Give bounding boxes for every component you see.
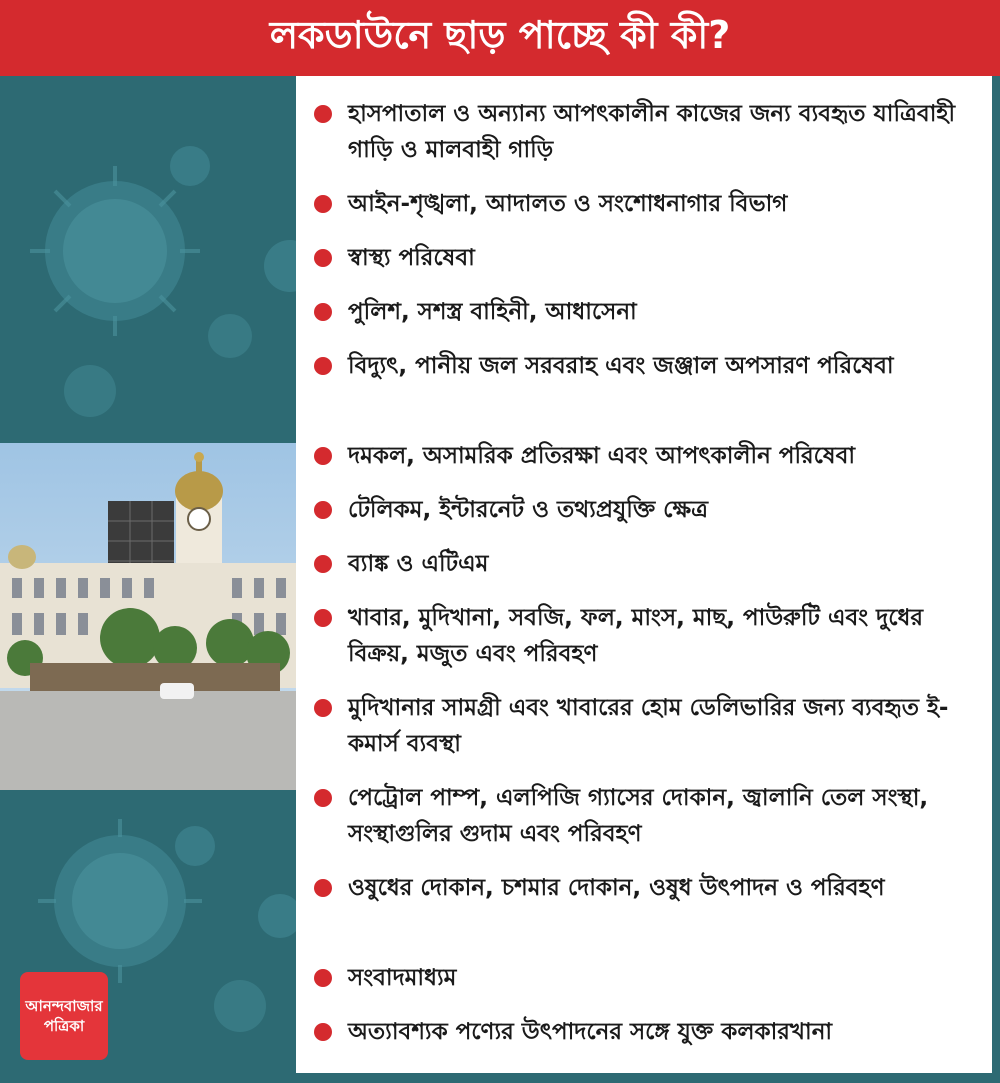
bullet-icon — [314, 357, 332, 375]
list-item-text: পুলিশ, সশস্ত্র বাহিনী, আধাসেনা — [348, 299, 637, 325]
bullet-icon — [314, 879, 332, 897]
bullet-icon — [314, 789, 332, 807]
bullet-icon — [314, 969, 332, 987]
bullet-icon — [314, 249, 332, 267]
bullet-icon — [314, 447, 332, 465]
bullet-icon — [314, 699, 332, 717]
city-photo — [0, 443, 296, 790]
list-item-text: সংবাদমাধ্যম — [348, 965, 457, 991]
bullet-icon — [314, 555, 332, 573]
virus-icon — [200, 306, 260, 366]
page-title: লকডাউনে ছাড় পাচ্ছে কী কী? — [269, 13, 731, 57]
virus-icon — [160, 136, 220, 196]
virus-icon — [250, 886, 296, 946]
list-item-text: খাবার, মুদিখানা, সবজি, ফল, মাংস, মাছ, পাউরুটি এবং দুধের বিক্রয়, মজুত এবং পরিবহণ — [348, 605, 924, 667]
virus-icon — [165, 816, 225, 876]
bullet-icon — [314, 501, 332, 519]
bullet-icon — [314, 105, 332, 123]
header-banner — [0, 0, 1000, 76]
list-item-text: পেট্রোল পাম্প, এলপিজি গ্যাসের দোকান, জ্বালানি তেল সংস্থা, সংস্থাগুলির গুদাম এবং পরিবহণ — [348, 785, 929, 847]
logo — [20, 972, 108, 1060]
list-item-text: আইন-শৃঙ্খলা, আদালত ও সংশোধনাগার বিভাগ — [348, 191, 788, 217]
list-item-text: স্বাস্থ্য পরিষেবা — [348, 245, 475, 271]
list-item-text: অত্যাবশ্যক পণ্যের উৎপাদনের সঙ্গে যুক্ত কলকারখানা — [348, 1019, 833, 1045]
list-item-text: ব্যাঙ্ক ও এটিএম — [348, 551, 489, 577]
bullet-icon — [314, 609, 332, 627]
list-item-text: দমকল, অসামরিক প্রতিরক্ষা এবং আপৎকালীন পরিষেবা — [348, 443, 856, 469]
bullet-icon — [314, 1023, 332, 1041]
list-item-text: বিদ্যুৎ, পানীয় জল সরবরাহ এবং জঞ্জাল অপসারণ পরিষেবা — [348, 353, 894, 379]
list-item-text: ওষুধের দোকান, চশমার দোকান, ওষুধ উৎপাদন ও পরিবহণ — [348, 875, 885, 901]
list-item-text: হাসপাতাল ও অন্যান্য আপৎকালীন কাজের জন্য ব্যবহৃত যাত্রিবাহী গাড়ি ও মালবাহী গাড়ি — [348, 101, 956, 163]
logo-line-2: পত্রিকা — [43, 1017, 85, 1035]
logo-line-1: আনন্দবাজার — [25, 997, 103, 1015]
list-item-text: মুদিখানার সামগ্রী এবং খাবারের হোম ডেলিভারির জন্য ব্যবহৃত ই-কমার্স ব্যবস্থা — [348, 695, 949, 757]
exemptions-panel — [296, 76, 992, 1073]
virus-icon — [205, 971, 275, 1041]
bullet-icon — [314, 303, 332, 321]
virus-icon — [55, 356, 125, 426]
bullet-icon — [314, 195, 332, 213]
list-item-text: টেলিকম, ইন্টারনেট ও তথ্যপ্রযুক্তি ক্ষেত্র — [348, 497, 709, 523]
virus-icon — [255, 231, 296, 301]
